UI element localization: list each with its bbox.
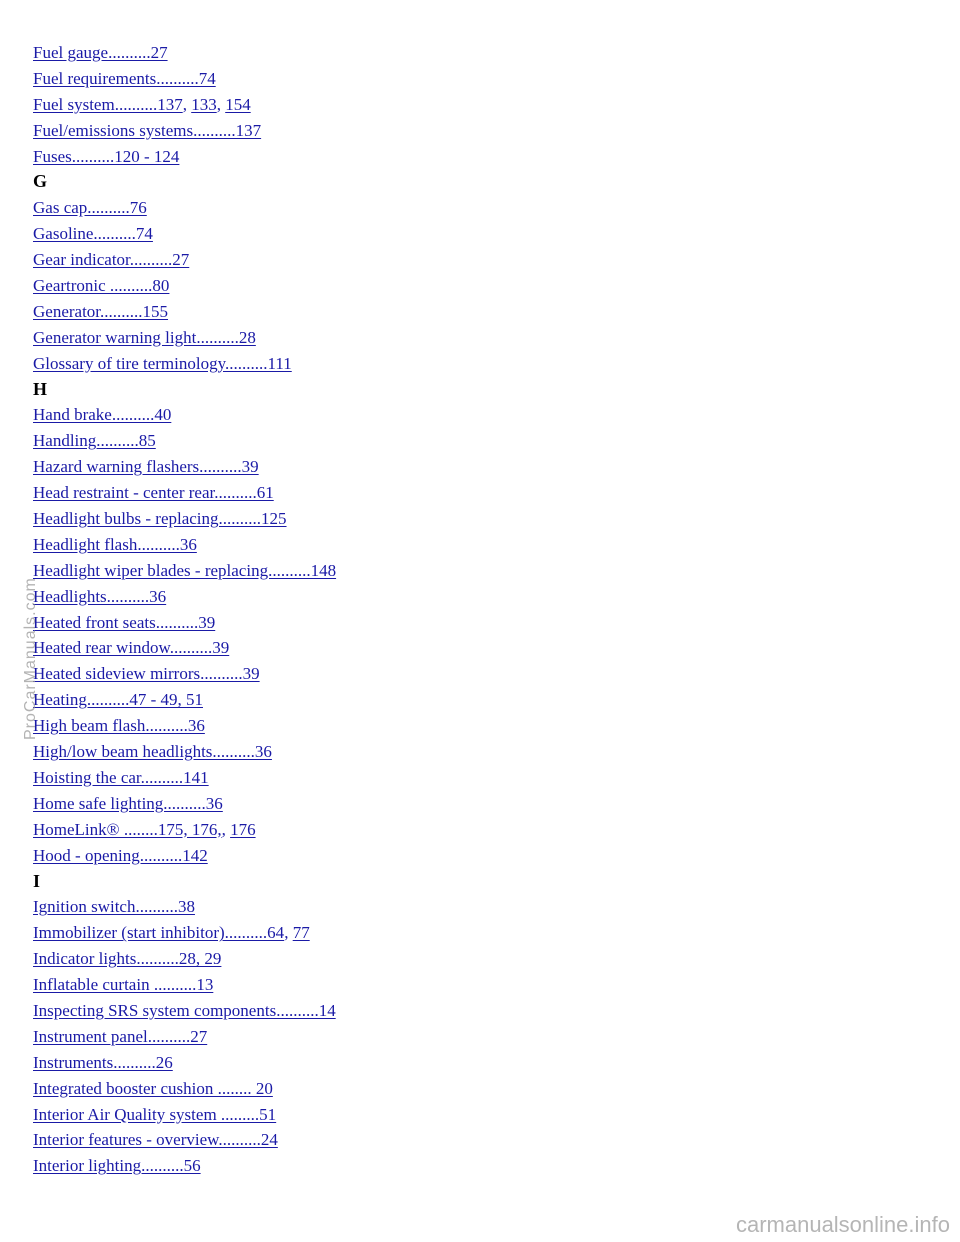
page-ref-link[interactable]: 154 <box>225 94 251 114</box>
index-entry <box>33 40 913 66</box>
index-entry <box>33 454 913 480</box>
index-entry-link[interactable]: Instrument panel..........27 <box>33 1026 208 1046</box>
index-entry <box>33 247 913 273</box>
index-entry <box>33 325 913 351</box>
index-entry-link[interactable]: Interior features - overview..........24 <box>33 1130 278 1150</box>
index-entry <box>33 584 913 610</box>
index-entry <box>33 299 913 325</box>
index-entry-link[interactable]: Fuel requirements..........74 <box>33 68 216 88</box>
index-entry-link[interactable]: Generator..........155 <box>33 301 169 321</box>
index-entry <box>33 687 913 713</box>
index-entry-link[interactable]: Instruments..........26 <box>33 1052 173 1072</box>
index-entry <box>33 480 913 506</box>
link-separator: , <box>284 923 293 943</box>
index-entry <box>33 946 913 972</box>
index-entry-link[interactable]: Inspecting SRS system components..........14 <box>33 1000 336 1020</box>
index-entry <box>33 817 913 843</box>
index-entry-link[interactable]: High beam flash..........36 <box>33 716 205 736</box>
index-entry <box>33 92 913 118</box>
index-entry <box>33 1076 913 1102</box>
index-entry-link[interactable]: Integrated booster cushion ........ 20 <box>33 1078 273 1098</box>
index-entry-link[interactable]: Gas cap..........76 <box>33 198 147 218</box>
index-entry-link[interactable]: Headlight flash..........36 <box>33 534 197 554</box>
index-entry-link[interactable]: Hood - opening..........142 <box>33 845 208 865</box>
link-separator: , <box>216 94 226 114</box>
index-entry <box>33 558 913 584</box>
index-entry-link[interactable]: High/low beam headlights..........36 <box>33 742 272 762</box>
page-ref-link[interactable]: 176 <box>230 819 256 839</box>
index-entry-link[interactable]: Gasoline..........74 <box>33 224 153 244</box>
index-entry <box>33 221 913 247</box>
side-watermark: ProCarManuals.com <box>22 577 39 740</box>
index-entry-link[interactable]: Hand brake..........40 <box>33 405 172 425</box>
index-entry <box>33 791 913 817</box>
index-entry <box>33 66 913 92</box>
index-entry-link[interactable]: Geartronic ..........80 <box>33 276 170 296</box>
index-entry <box>33 610 913 636</box>
index-entry <box>33 765 913 791</box>
index-entry-link[interactable]: Fuel system..........137 <box>33 94 183 114</box>
index-entry <box>33 273 913 299</box>
index-entry <box>33 428 913 454</box>
index-entry-link[interactable]: Gear indicator..........27 <box>33 250 190 270</box>
index-entry-link[interactable]: Heated rear window..........39 <box>33 638 230 658</box>
index-entry <box>33 195 913 221</box>
index-entry-link[interactable]: Ignition switch..........38 <box>33 897 195 917</box>
index-entry <box>33 739 913 765</box>
index-entry-link[interactable]: Handling..........85 <box>33 431 156 451</box>
index-entry <box>33 713 913 739</box>
index-entry-link[interactable]: Head restraint - center rear..........61 <box>33 483 274 503</box>
index-entry-link[interactable]: Hazard warning flashers..........39 <box>33 457 259 477</box>
index-entry-link[interactable]: Home safe lighting..........36 <box>33 793 223 813</box>
index-entry <box>33 920 913 946</box>
section-letter: H <box>33 378 48 399</box>
index-entry <box>33 843 913 869</box>
index-entry <box>33 506 913 532</box>
index-entry-link[interactable]: Interior lighting..........56 <box>33 1156 201 1176</box>
index-entry-link[interactable]: Fuses..........120 - 124 <box>33 146 180 166</box>
bottom-watermark: carmanualsonline.info <box>735 1212 950 1237</box>
index-entry <box>33 894 913 920</box>
index-entry-link[interactable]: HomeLink® ........175, 176, <box>33 819 222 839</box>
index-entry <box>33 118 913 144</box>
page-ref-link[interactable]: 133 <box>191 94 217 114</box>
index-entry <box>33 1024 913 1050</box>
index-entry <box>33 1127 913 1153</box>
index-entry-link[interactable]: Inflatable curtain ..........13 <box>33 975 214 995</box>
index-entry <box>33 402 913 428</box>
index-entry-link[interactable]: Fuel/emissions systems..........137 <box>33 120 262 140</box>
index-entry-link[interactable]: Heated sideview mirrors..........39 <box>33 664 260 684</box>
index-entry <box>33 1050 913 1076</box>
link-separator: , <box>182 94 192 114</box>
index-entry <box>33 351 913 377</box>
index-entry-link[interactable]: Glossary of tire terminology..........111 <box>33 353 292 373</box>
index-entry <box>33 1102 913 1128</box>
index-entry <box>33 998 913 1024</box>
index-entry <box>33 1153 913 1179</box>
section-letter: I <box>33 870 41 891</box>
index-entry-link[interactable]: Headlight bulbs - replacing..........125 <box>33 509 287 529</box>
index-entry <box>33 532 913 558</box>
index-entry-link[interactable]: Generator warning light..........28 <box>33 327 256 347</box>
index-entry-link[interactable]: Fuel gauge..........27 <box>33 43 168 62</box>
page-ref-link[interactable]: 77 <box>292 923 310 943</box>
index-entry <box>33 144 913 170</box>
index-entry-link[interactable]: Headlights..........36 <box>33 586 167 606</box>
index-entry <box>33 661 913 687</box>
index-entry-link[interactable]: Interior Air Quality system .........51 <box>33 1104 277 1124</box>
index-entry-link[interactable]: Headlight wiper blades - replacing..........148 <box>33 560 337 580</box>
index-entry-link[interactable]: Immobilizer (start inhibitor)..........64 <box>33 923 285 943</box>
index-entry-link[interactable]: Heated front seats..........39 <box>33 612 216 632</box>
index-entry <box>33 972 913 998</box>
link-separator: , <box>221 819 231 839</box>
index-entry <box>33 635 913 661</box>
index-entry-link[interactable]: Indicator lights..........28, 29 <box>33 949 222 969</box>
section-letter: G <box>33 171 48 192</box>
index-entry-link[interactable]: Hoisting the car..........141 <box>33 767 209 787</box>
index-list <box>33 40 913 1179</box>
index-entry-link[interactable]: Heating..........47 - 49, 51 <box>33 690 203 710</box>
